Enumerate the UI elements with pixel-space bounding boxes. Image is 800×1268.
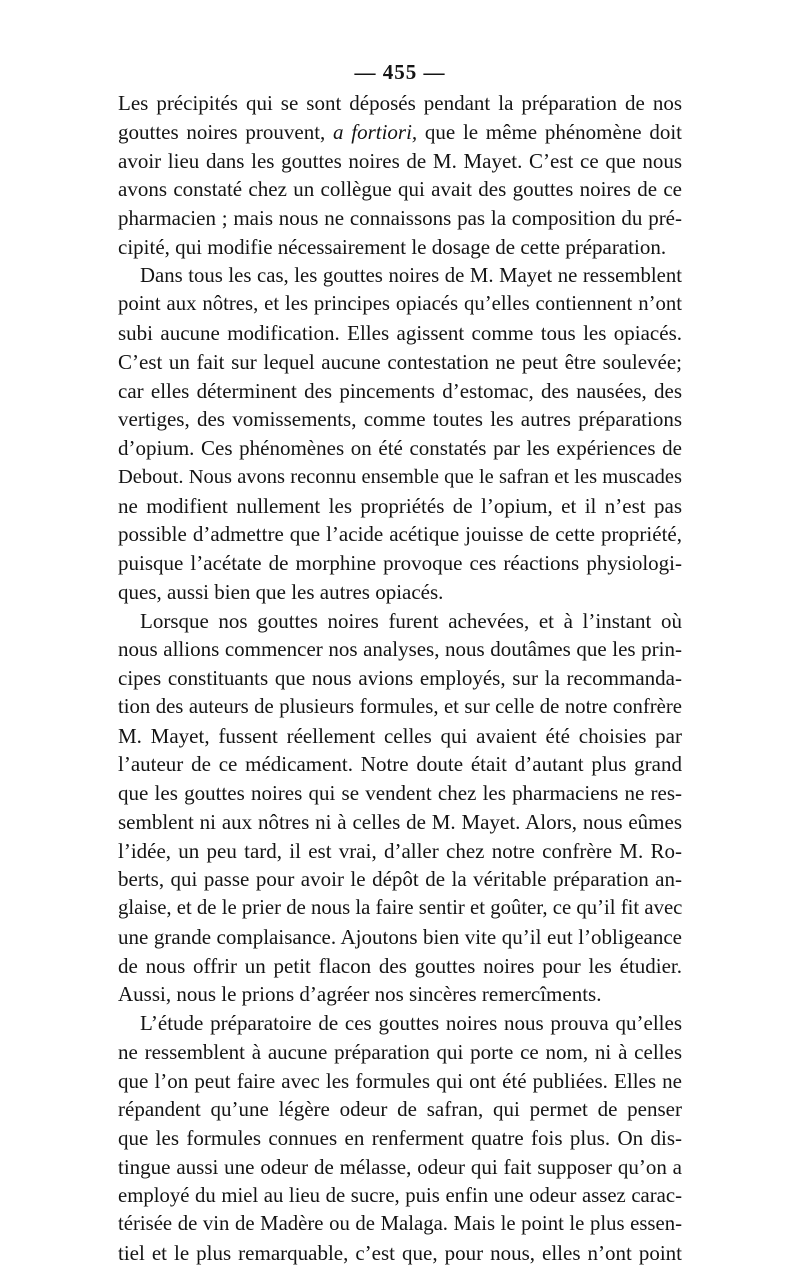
text-line: glaise, et de le prier de nous la faire sentir et goûter, ce qu’il fit avec [118, 897, 683, 919]
text-line: car elles déterminent des pincements d’estomac, des nausées, des [118, 378, 682, 403]
text-fragment: que le même phénomène doit [424, 119, 683, 144]
text-line: C’est un fait sur lequel aucune contestation ne peut être soulevée; [118, 349, 682, 374]
text-line: nous allions commencer nos analyses, nous doutâmes que les prin- [118, 637, 682, 662]
text-line: d’opium. Ces phénomènes on été constatés par les expériences de [118, 436, 682, 460]
text-line: l’idée, un peu tard, il est vrai, d’aller chez notre confrère M. Ro- [118, 838, 682, 863]
text-line: répandent qu’une légère odeur de safran, qui permet de penser [118, 1097, 682, 1122]
text-line: Lorsque nos gouttes noires furent achevées, et à l’instant où [140, 608, 682, 633]
text-fragment: gouttes noires prouvent, [118, 119, 326, 144]
text-line: que les gouttes noires qui se vendent chez les pharmaciens ne res- [118, 781, 682, 805]
text-line: M. Mayet, fussent réellement celles qui avaient été choisies par [118, 723, 682, 748]
text-line: l’auteur de ce médicament. Notre doute était d’autant plus grand [118, 752, 682, 777]
text-line: ne ressemblent à aucune préparation qui porte ce nom, ni à celles [118, 1039, 682, 1064]
text-line: térisée de vin de Madère ou de Malaga. Mais le point le plus essen- [118, 1213, 682, 1236]
text-line: tion des auteurs de plusieurs formules, et sur celle de notre confrère [118, 695, 682, 718]
text-line: Dans tous les cas, les gouttes noires de M. Mayet ne ressemblent [140, 264, 682, 287]
text-line: pharmacien ; mais nous ne connaissons pas la composition du pré- [118, 206, 682, 230]
text-line: possible d’admettre que l’acide acétique jouisse de cette propriété, [118, 522, 682, 547]
text-line: avons constaté chez un collègue qui avait des gouttes noires de ce [118, 177, 682, 202]
text-line: employé du miel au lieu de sucre, puis enfin une odeur assez carac- [118, 1184, 682, 1207]
body-text [118, 89, 682, 1268]
text-line: berts, qui passe pour avoir le dépôt de la véritable préparation an- [118, 867, 682, 892]
text-line: Les précipités qui se sont déposés pendant la préparation de nos [118, 91, 682, 115]
text-line: puisque l’acétate de morphine provoque ces réactions physiologi- [118, 551, 682, 575]
text-line [118, 118, 682, 147]
text-line: subi aucune modification. Elles agissent comme tous les opiacés. [118, 321, 682, 345]
text-line: vertiges, des vomissements, comme toutes les autres préparations [118, 407, 682, 432]
text-line: que les formules connues en renferment quatre fois plus. On dis- [118, 1126, 682, 1150]
text-line: semblent ni aux nôtres ni à celles de M. Mayet. Alors, nous eûmes [118, 809, 682, 834]
text-line: L’étude préparatoire de ces gouttes noires nous prouva qu’elles [140, 1011, 682, 1035]
text-line: de nous offrir un petit flacon des gouttes noires pour les étudier. [118, 953, 682, 978]
text-line: une grande complaisance. Ajoutons bien vite qu’il eut l’obligeance [118, 924, 682, 949]
text-line: tiel et le plus remarquable, c’est que, pour nous, elles n’ont point [118, 1241, 682, 1265]
page-number: — 455 — [354, 60, 446, 84]
text-line: Aussi, nous le prions d’agréer nos sincères remercîments. [118, 982, 602, 1007]
text-line: ques, aussi bien que les autres opiacés. [118, 579, 444, 604]
text-line: cipes constituants que nous avions employés, sur la recommanda- [118, 666, 682, 690]
text-line: que l’on peut faire avec les formules qui ont été publiées. Elles ne [118, 1068, 682, 1093]
text-line: avoir lieu dans les gouttes noires de M. Mayet. C’est ce que nous [118, 148, 682, 173]
text-line: Debout. Nous avons reconnu ensemble que le safran et les muscades [118, 465, 682, 488]
italic-phrase: a fortiori, [333, 119, 418, 144]
text-line: point aux nôtres, et les principes opiacés qu’elles contiennent n’ont [118, 293, 682, 316]
text-line: cipité, qui modifie nécessairement le dosage de cette préparation. [118, 234, 667, 259]
text-line: tingue aussi une odeur de mélasse, odeur qui fait supposer qu’on a [118, 1154, 682, 1179]
text-line: ne modifient nullement les propriétés de l’opium, et il n’est pas [118, 493, 682, 518]
